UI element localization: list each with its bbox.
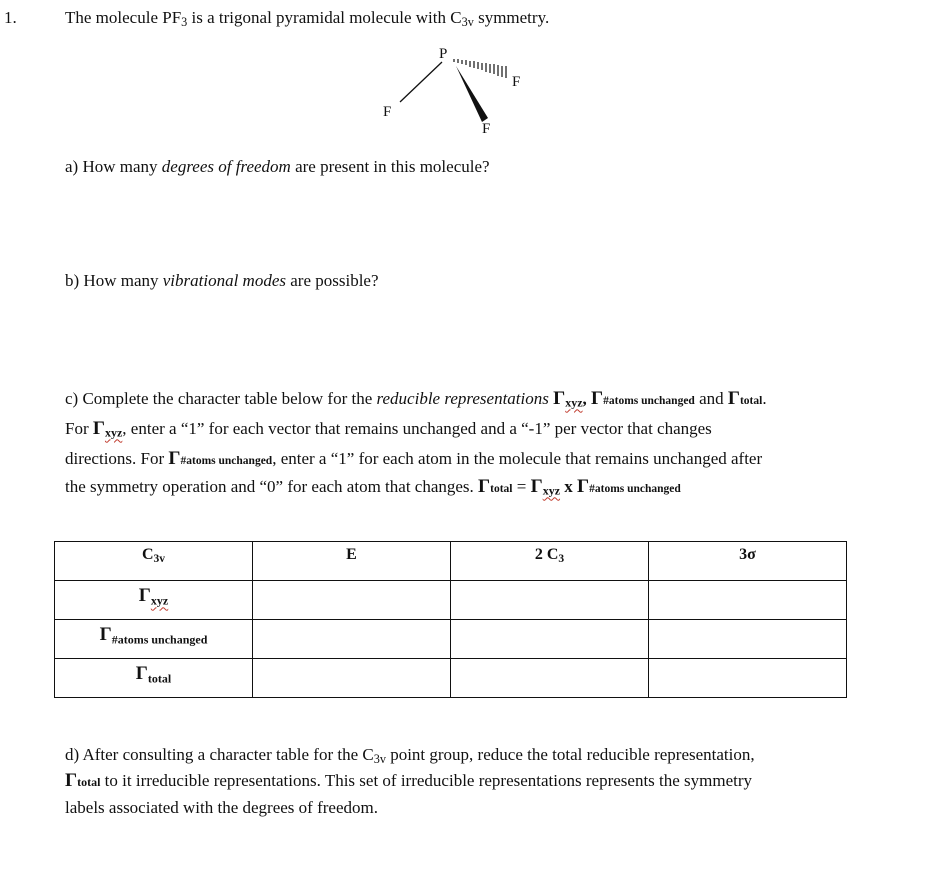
row-label-atoms-unchanged: $\Gamma_{\#atoms unchanged}$ <box>55 620 253 659</box>
cell-xyz-3sigma[interactable] <box>649 581 847 620</box>
header-point-group: $C_{3v}$ <box>55 542 253 581</box>
cell-xyz-2c3[interactable] <box>451 581 649 620</box>
part-d: d) After consulting a character table for the $C_{3v}$ point group, reduce the total reducible representation, Γtotal to it irreducible representations. This set of irreducible representations represents the symmetry labels associated with the degrees of freedom. <box>65 745 755 817</box>
row-label-xyz: $\Gamma_{xyz}$ <box>55 581 253 620</box>
bond-left <box>400 62 442 102</box>
table-header-row <box>55 542 847 581</box>
question-number: 1. <box>4 8 17 27</box>
character-table <box>54 541 847 698</box>
cell-total-2c3[interactable] <box>451 659 649 698</box>
header-2c3: 2 $C_3$ <box>451 542 649 581</box>
header-3sigma: 3σ <box>649 542 847 581</box>
atom-f-right-label: F <box>512 74 521 90</box>
part-c: c) Complete the character table below for the reducible representations Γxyz, Γ#atoms unchanged and Γtotal. For Γxyz, enter a “1” for each vector that remains unchanged and a “-1” per vector that changes directions. For Γ#atoms unchanged, enter a “1” for each atom in the molecule that remains unchanged after the symmetry operation and “0” for each atom that changes. Γtotal = Γxyz x Γ#atoms unchanged <box>65 388 767 498</box>
part-a: a) How many degrees of freedom are present in this molecule? <box>65 157 490 176</box>
cell-atoms-2c3[interactable] <box>451 620 649 659</box>
table-row <box>55 581 847 620</box>
atom-f-bottom-label: F <box>482 121 491 137</box>
table-row <box>55 659 847 698</box>
question-intro: The molecule $PF_3$ is a trigonal pyramidal molecule with $C_{3v}$ symmetry. <box>65 8 550 30</box>
pf3-molecule-diagram <box>370 42 550 142</box>
cell-atoms-e[interactable] <box>253 620 451 659</box>
atom-f-left-label: F <box>383 104 392 120</box>
cell-total-e[interactable] <box>253 659 451 698</box>
cell-total-3sigma[interactable] <box>649 659 847 698</box>
part-b: b) How many vibrational modes are possible? <box>65 271 379 290</box>
table-row <box>55 620 847 659</box>
bond-wedge <box>456 66 488 122</box>
row-label-total: $\Gamma_{total}$ <box>55 659 253 698</box>
cell-atoms-3sigma[interactable] <box>649 620 847 659</box>
bond-hashed <box>454 59 506 78</box>
cell-xyz-e[interactable] <box>253 581 451 620</box>
atom-p-label: P <box>439 46 448 62</box>
header-e: E <box>253 542 451 581</box>
